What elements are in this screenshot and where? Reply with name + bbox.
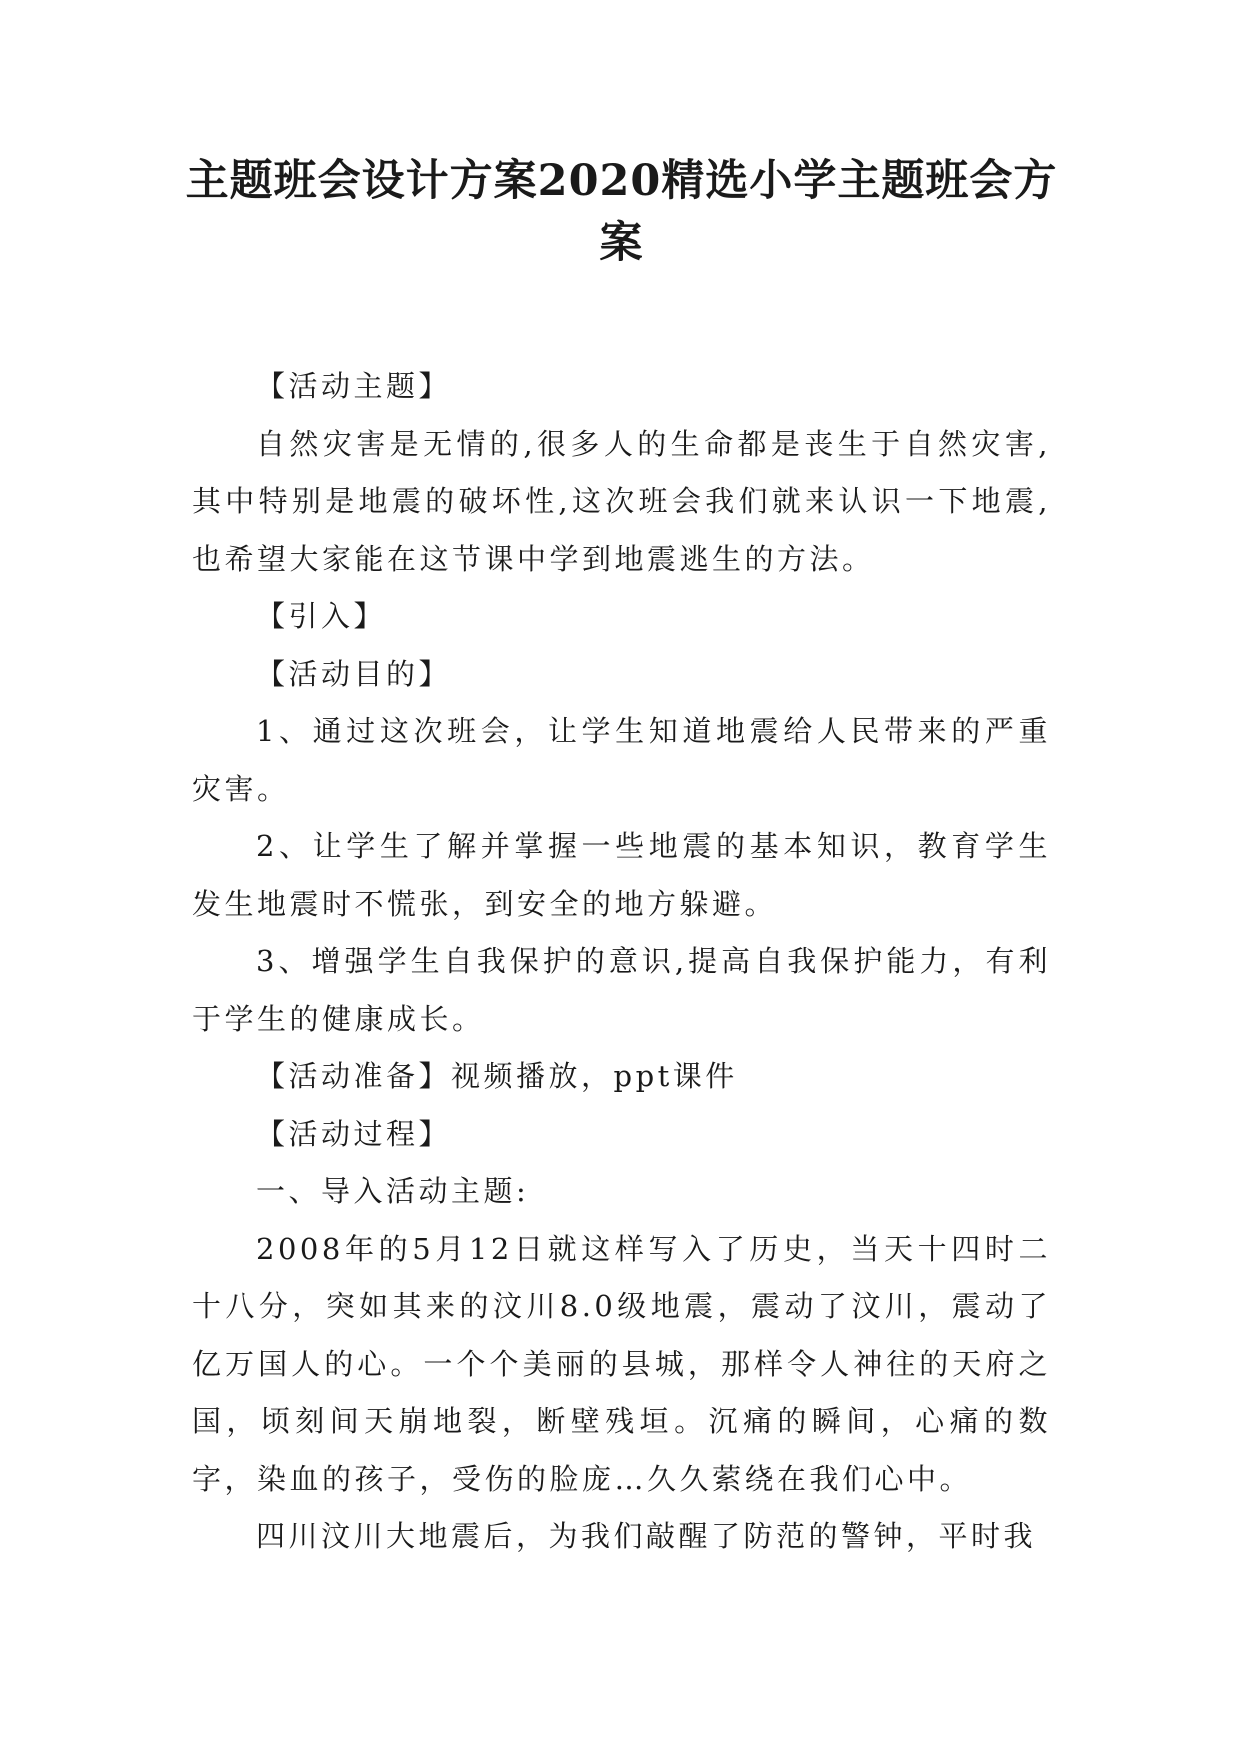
paragraph: 2008年的5月12日就这样写入了历史，当天十四时二十八分，突如其来的汶川8.0级地震，震动了汶川，震动了亿万国人的心。一个个美丽的县城，那样令人神往的天府之国，顷刻间天崩地裂，断壁残垣。沉痛的瞬间，心痛的数字，染血的孩子，受伤的脸庞…久久萦绕在我们心中。 [192,1231,1051,1496]
section-heading-theme: 【活动主题】 [256,369,452,403]
list-item: 2、让学生了解并掌握一些地震的基本知识，教育学生发生地震时不慌张，到安全的地方躲避。 [192,829,1051,921]
section-heading-process: 【活动过程】 [256,1116,452,1151]
list-item: 1、通过这次班会，让学生知道地震给人民带来的严重灾害。 [192,714,1051,806]
document-title: 主题班会设计方案2020精选小学主题班会方案 [185,156,1058,268]
subsection-heading: 一、导入活动主题: [256,1174,530,1208]
document-body [192,358,1051,1566]
paragraph: 自然灾害是无情的,很多人的生命都是丧生于自然灾害,其中特别是地震的破坏性,这次班会我们就来认识一下地震,也希望大家能在这节课中学到地震逃生的方法。 [192,426,1051,576]
section-heading-preparation: 【活动准备】视频播放，ppt课件 [256,1059,738,1093]
section-heading-intro: 【引入】 [256,599,387,633]
paragraph: 四川汶川大地震后，为我们敲醒了防范的警钟，平时我 [256,1519,1037,1553]
list-item: 3、增强学生自我保护的意识,提高自我保护能力，有利于学生的健康成长。 [192,944,1051,1036]
section-heading-purpose: 【活动目的】 [256,656,452,691]
